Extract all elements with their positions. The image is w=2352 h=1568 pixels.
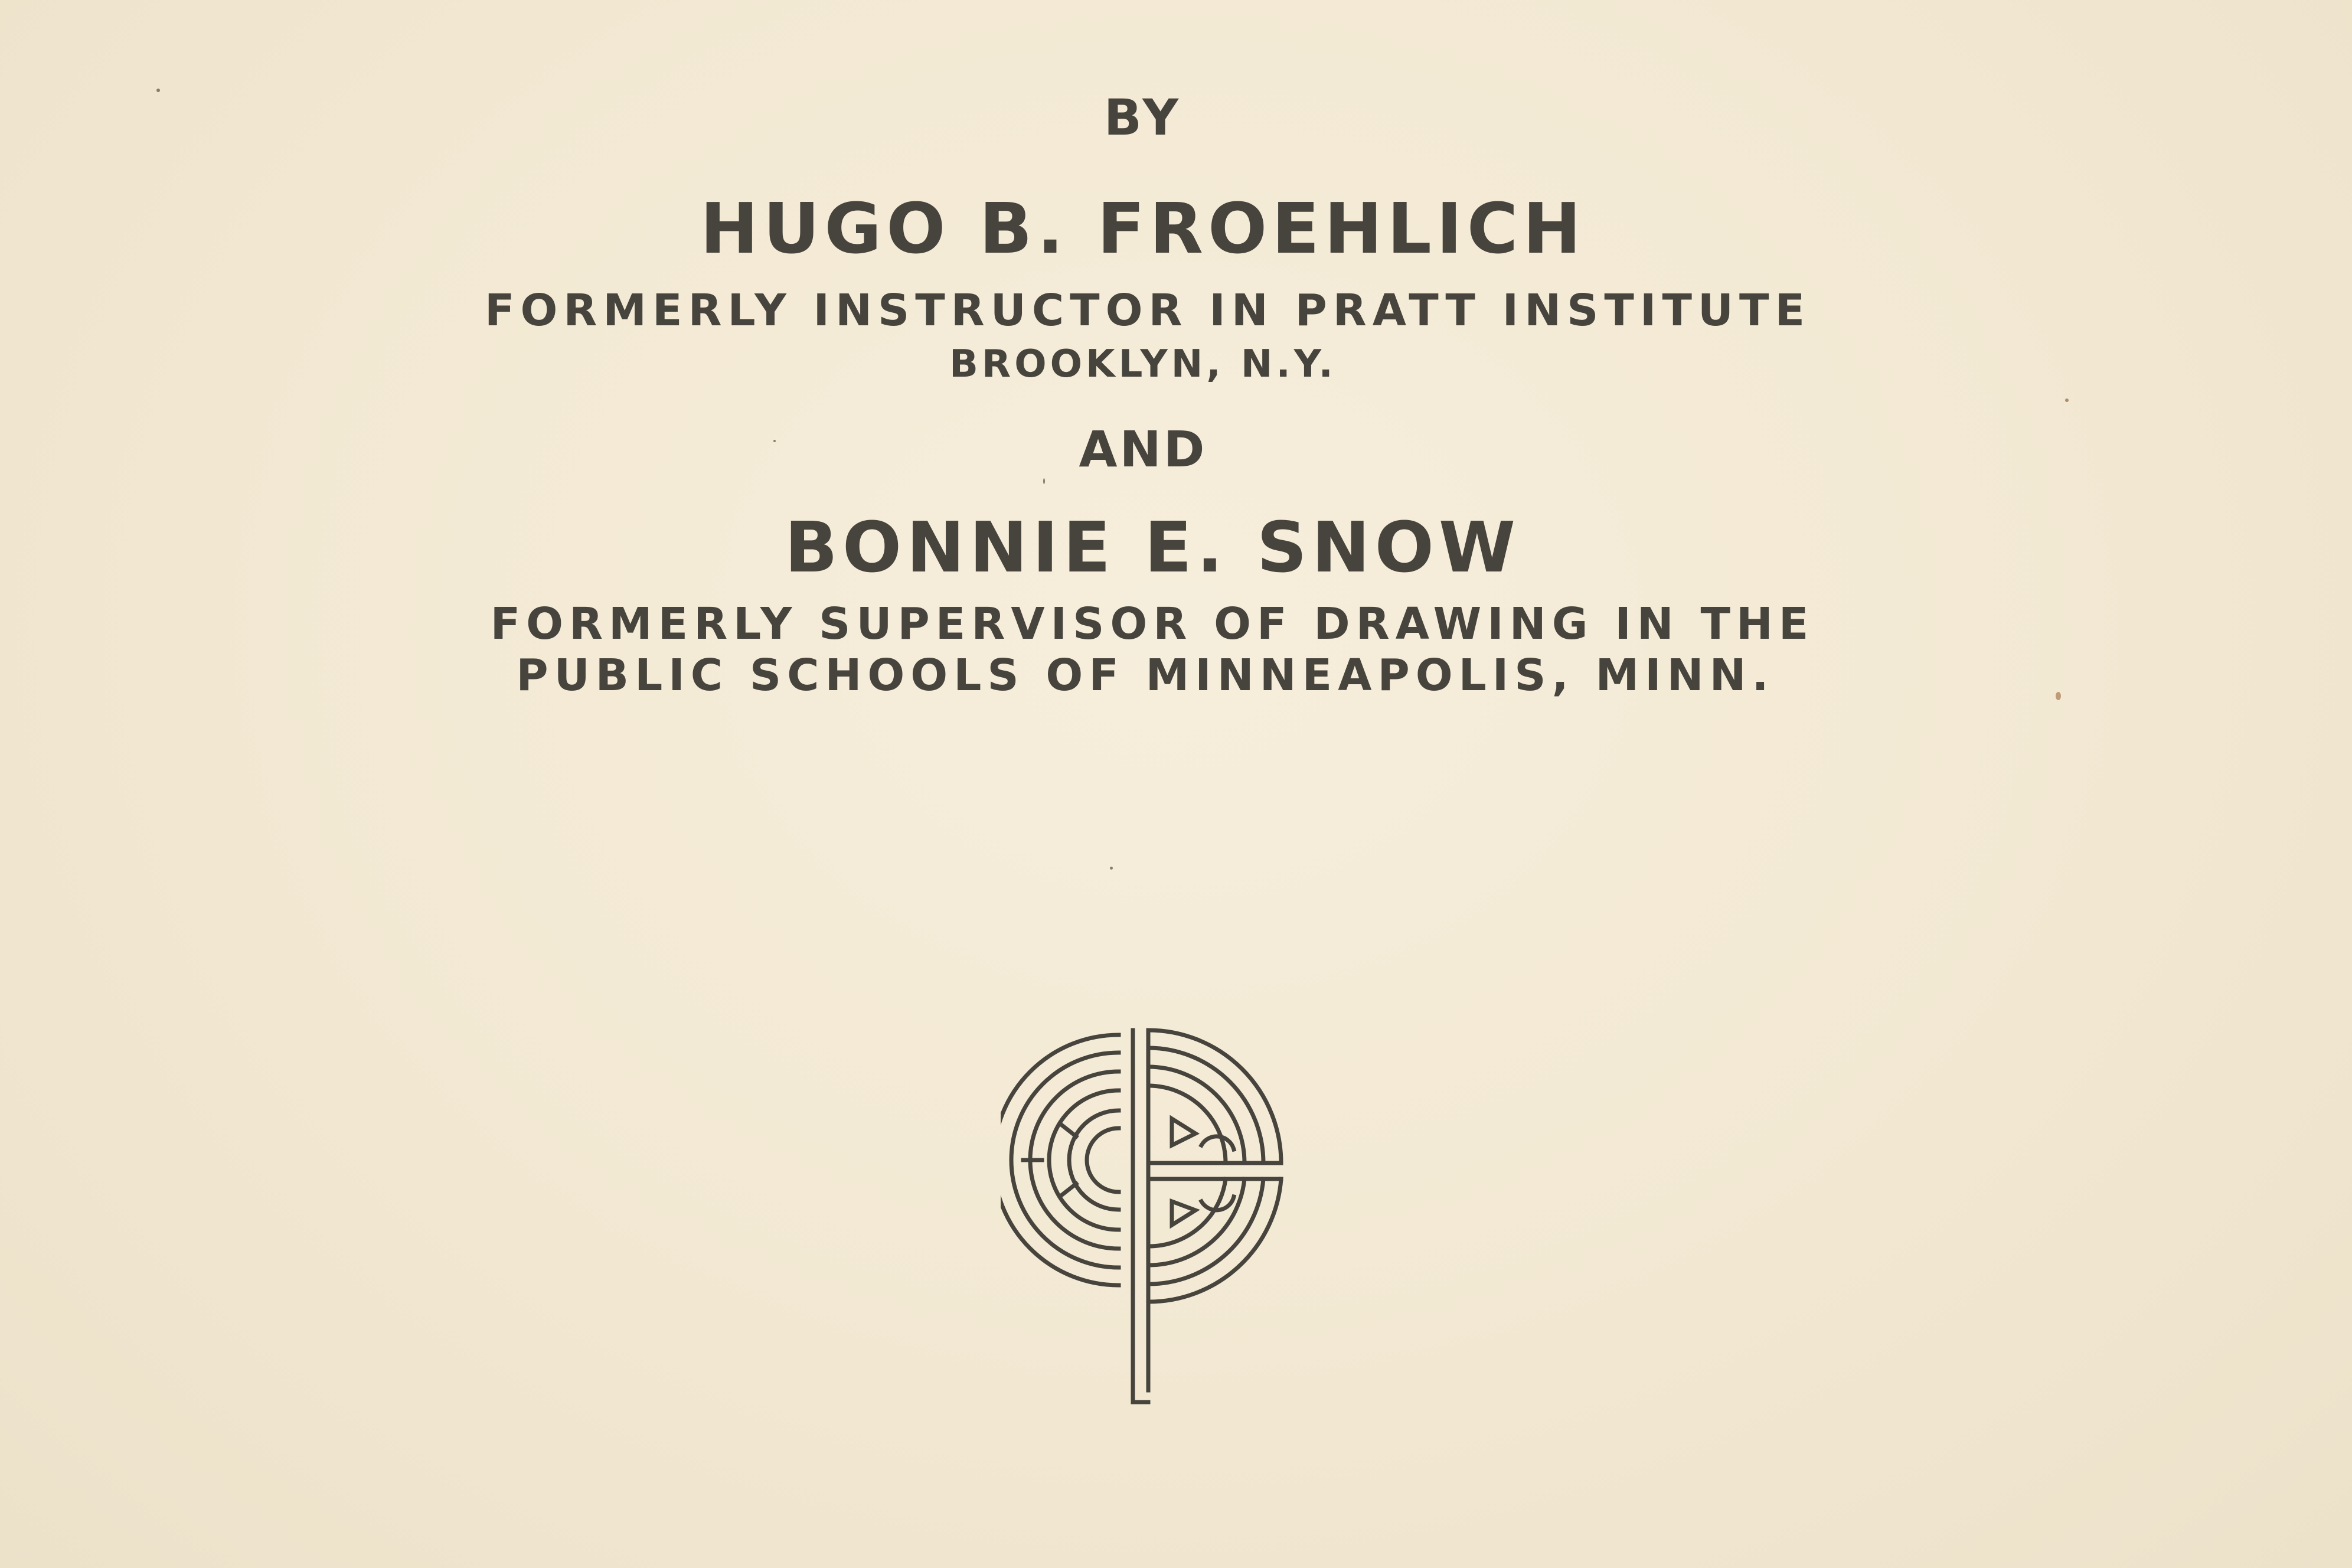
author1-credit-line1: FORMERLY INSTRUCTOR IN PRATT INSTITUTE xyxy=(484,285,1811,336)
publisher-monogram-icon xyxy=(1001,1024,1296,1408)
author1-name: HUGO B. FROEHLICH xyxy=(700,188,1586,269)
paper-speck xyxy=(773,440,776,442)
paper-speck xyxy=(1043,478,1045,484)
by-line: BY xyxy=(1103,89,1182,146)
paper-speck xyxy=(2065,398,2069,402)
author2-credit-line2: PUBLIC SCHOOLS OF MINNEAPOLIS, MINN. xyxy=(516,650,1775,701)
author2-credit-line1: FORMERLY SUPERVISOR OF DRAWING IN THE xyxy=(490,599,1815,649)
paper-speck xyxy=(2056,692,2061,700)
paper-speck xyxy=(156,89,160,92)
author1-credit-line2: BROOKLYN, N.Y. xyxy=(949,342,1337,386)
author2-name: BONNIE E. SNOW xyxy=(784,507,1521,588)
paper-speck xyxy=(1110,867,1113,870)
and-line: AND xyxy=(1079,420,1207,478)
